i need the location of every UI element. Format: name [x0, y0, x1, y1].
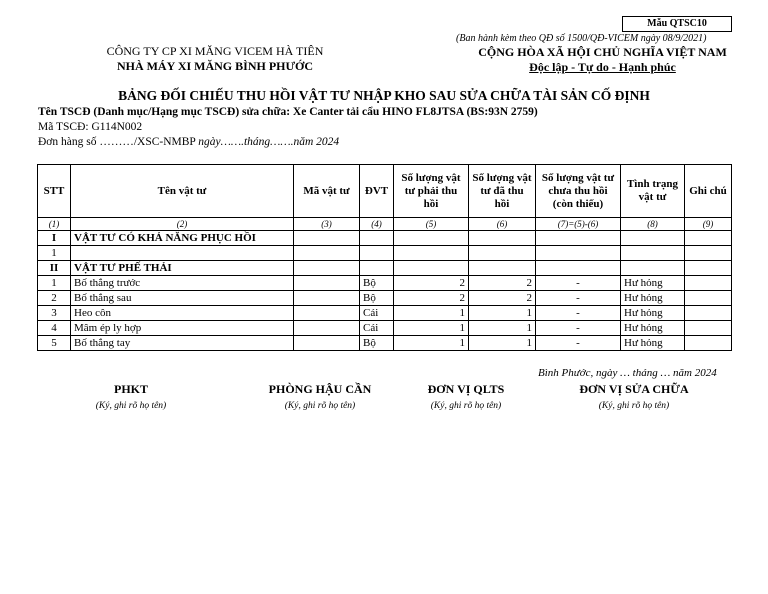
- table-cell: Bộ: [360, 336, 394, 351]
- table-cell: [360, 246, 394, 261]
- table-cell: 2: [394, 276, 469, 291]
- table-cell: Hư hỏng: [621, 336, 685, 351]
- column-index: (8): [621, 218, 685, 231]
- column-index: (7)=(5)-(6): [536, 218, 621, 231]
- column-index: (4): [360, 218, 394, 231]
- column-header: Ghi chú: [685, 165, 732, 218]
- table-cell: [394, 261, 469, 276]
- table-cell: Hư hỏng: [621, 306, 685, 321]
- asset-code-line: Mã TSCĐ: G114N002: [38, 121, 143, 133]
- signature-title: ĐƠN VỊ QLTS: [427, 382, 505, 396]
- table-cell: -: [536, 291, 621, 306]
- table-row: [38, 246, 732, 261]
- table-cell: [685, 276, 732, 291]
- table-cell: VẬT TƯ PHẾ THẢI: [71, 261, 294, 276]
- nation-header: [470, 45, 735, 75]
- document-title: BẢNG ĐỐI CHIẾU THU HỒI VẬT TƯ NHẬP KHO SAU SỬA CHỮA TÀI SẢN CỐ ĐỊNH: [118, 88, 650, 103]
- table-cell: Hư hỏng: [621, 321, 685, 336]
- table-cell: 1: [394, 306, 469, 321]
- table-cell: Hư hỏng: [621, 276, 685, 291]
- table-cell: [621, 231, 685, 246]
- table-cell: 2: [38, 291, 71, 306]
- table-cell: I: [38, 231, 71, 246]
- table-cell: [685, 336, 732, 351]
- table-cell: [469, 261, 536, 276]
- table-cell: [294, 276, 360, 291]
- factory-name: NHÀ MÁY XI MĂNG BÌNH PHƯỚC: [116, 59, 314, 73]
- table-cell: Cái: [360, 321, 394, 336]
- table-cell: [685, 321, 732, 336]
- table-cell: -: [536, 276, 621, 291]
- table-cell: [621, 246, 685, 261]
- column-header: Mã vật tư: [294, 165, 360, 218]
- signature-note: (Ký, ghi rõ họ tên): [598, 401, 670, 411]
- table-cell: [685, 261, 732, 276]
- column-header: Số lượng vật tư chưa thu hồi (còn thiếu): [536, 165, 621, 218]
- table-cell: 5: [38, 336, 71, 351]
- table-cell: [294, 291, 360, 306]
- date-place: Bình Phước, ngày … tháng … năm 2024: [538, 367, 717, 379]
- nation-motto: Độc lập - Tự do - Hạnh phúc: [529, 60, 676, 74]
- table-cell: 1: [469, 321, 536, 336]
- table-cell: [685, 231, 732, 246]
- company-name: CÔNG TY CP XI MĂNG VICEM HÀ TIÊN: [106, 44, 324, 58]
- table-cell: [294, 246, 360, 261]
- table-cell: [536, 246, 621, 261]
- table-cell: II: [38, 261, 71, 276]
- table-cell: Bố thắng tay: [71, 336, 294, 351]
- column-index: (1): [38, 218, 71, 231]
- table-cell: [685, 291, 732, 306]
- table-row: [38, 291, 732, 306]
- table-cell: Mâm ép ly hợp: [71, 321, 294, 336]
- table-cell: Bố thắng trước: [71, 276, 294, 291]
- table-cell: 1: [394, 336, 469, 351]
- column-header: ĐVT: [360, 165, 394, 218]
- table-cell: [685, 246, 732, 261]
- table-cell: -: [536, 321, 621, 336]
- table-cell: [294, 231, 360, 246]
- table-cell: [294, 306, 360, 321]
- signature-note: (Ký, ghi rõ họ tên): [284, 401, 356, 411]
- table-cell: Heo côn: [71, 306, 294, 321]
- signature-title: ĐƠN VỊ SỬA CHỮA: [579, 382, 689, 396]
- table-cell: [469, 246, 536, 261]
- column-index: (3): [294, 218, 360, 231]
- table-row: [38, 336, 732, 351]
- table-cell: -: [536, 336, 621, 351]
- table-cell: -: [536, 306, 621, 321]
- table-cell: 1: [38, 246, 71, 261]
- table-header-row: [38, 165, 732, 218]
- column-index: (2): [71, 218, 294, 231]
- section-row: [38, 231, 732, 246]
- table-cell: 2: [469, 276, 536, 291]
- order-line: [38, 136, 339, 148]
- column-header: Số lượng vật tư đã thu hồi: [469, 165, 536, 218]
- table-cell: Bộ: [360, 291, 394, 306]
- form-code-box: Mẫu QTSC10: [622, 16, 732, 32]
- section-row: [38, 261, 732, 276]
- column-header: STT: [38, 165, 71, 218]
- signature-title: PHÒNG HẬU CẦN: [268, 382, 372, 396]
- materials-table: [37, 164, 732, 351]
- table-cell: 3: [38, 306, 71, 321]
- table-cell: [536, 231, 621, 246]
- signature-note: (Ký, ghi rõ họ tên): [430, 401, 502, 411]
- table-row: [38, 276, 732, 291]
- table-cell: [469, 231, 536, 246]
- table-cell: [621, 261, 685, 276]
- table-cell: [294, 261, 360, 276]
- table-cell: 1: [469, 306, 536, 321]
- column-header: Tình trạng vật tư: [621, 165, 685, 218]
- signature-note: (Ký, ghi rõ họ tên): [95, 401, 167, 411]
- table-cell: [360, 261, 394, 276]
- table-cell: [71, 246, 294, 261]
- column-header: Số lượng vật tư phải thu hồi: [394, 165, 469, 218]
- table-row: [38, 306, 732, 321]
- table-cell: Bố thắng sau: [71, 291, 294, 306]
- table-cell: [394, 231, 469, 246]
- asset-name-line: Tên TSCĐ (Danh mục/Hạng mục TSCĐ) sửa chữa: Xe Canter tải cẩu HINO FL8JTSA (BS:93N 2759): [38, 106, 538, 118]
- table-cell: 2: [394, 291, 469, 306]
- table-row: [38, 321, 732, 336]
- nation-name: CỘNG HÒA XÃ HỘI CHỦ NGHĨA VIỆT NAM: [478, 45, 727, 59]
- table-cell: [394, 246, 469, 261]
- table-cell: Hư hỏng: [621, 291, 685, 306]
- column-header: Tên vật tư: [71, 165, 294, 218]
- table-cell: Cái: [360, 306, 394, 321]
- table-cell: [294, 321, 360, 336]
- table-cell: 4: [38, 321, 71, 336]
- table-cell: [294, 336, 360, 351]
- table-cell: 1: [469, 336, 536, 351]
- table-cell: [360, 231, 394, 246]
- order-number: Đơn hàng số ………/XSC-NMBP: [38, 136, 199, 148]
- table-cell: [536, 261, 621, 276]
- table-cell: 1: [394, 321, 469, 336]
- column-index: (6): [469, 218, 536, 231]
- table-cell: 2: [469, 291, 536, 306]
- company-header: [105, 44, 325, 74]
- table-cell: Bộ: [360, 276, 394, 291]
- order-date: ngày…….tháng…….năm 2024: [198, 136, 340, 148]
- table-cell: [685, 306, 732, 321]
- signature-title: PHKT: [113, 382, 148, 396]
- issued-note: (Ban hành kèm theo QĐ số 1500/QĐ-VICEM ngày 08/9/2021): [456, 33, 707, 44]
- column-index-row: [38, 218, 732, 231]
- table-cell: VẬT TƯ CÓ KHẢ NĂNG PHỤC HỒI: [71, 231, 294, 246]
- column-index: (9): [685, 218, 732, 231]
- column-index: (5): [394, 218, 469, 231]
- table-cell: 1: [38, 276, 71, 291]
